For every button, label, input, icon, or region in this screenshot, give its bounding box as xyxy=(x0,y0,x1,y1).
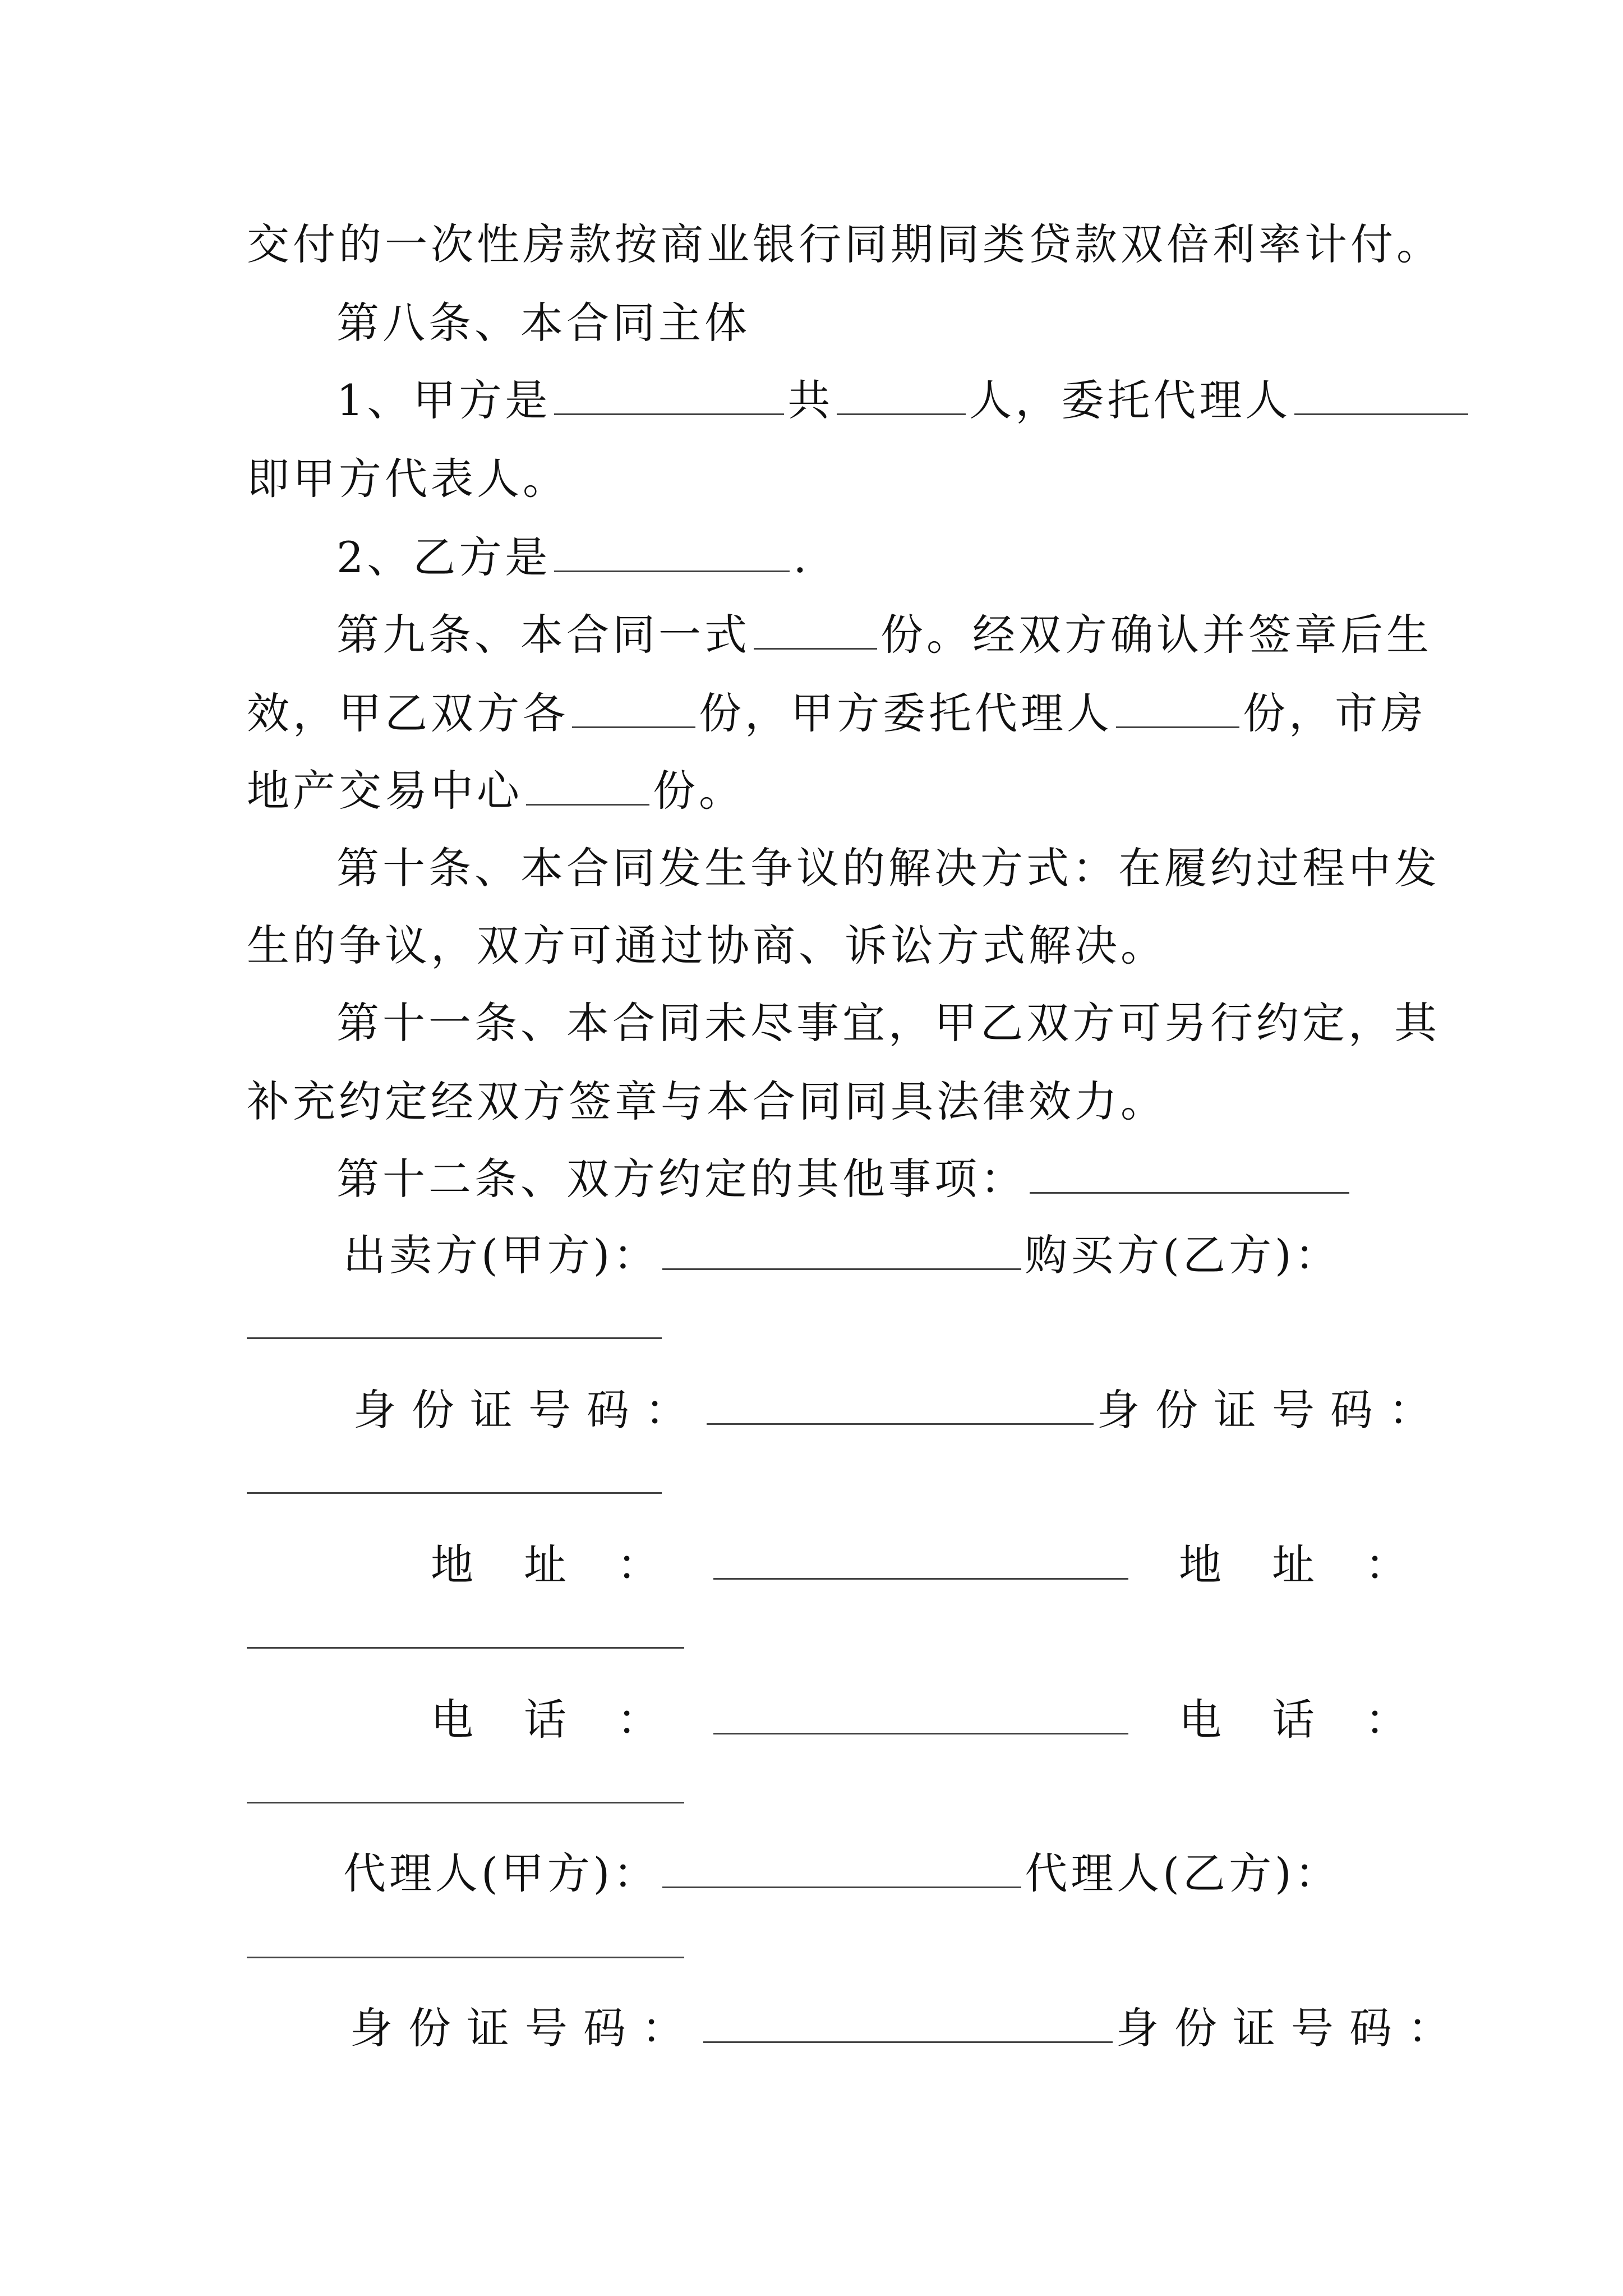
phone-label-a: 电话： xyxy=(431,1695,710,1745)
agent-row xyxy=(343,1848,1341,1898)
agent-id-a-blank[interactable] xyxy=(703,2041,1113,2043)
other-matters-blank[interactable] xyxy=(1030,1191,1349,1194)
copies-total-blank[interactable] xyxy=(754,647,877,650)
phone-row xyxy=(431,1695,1458,1745)
article-8-title xyxy=(336,298,750,348)
article-8-item-1-cont xyxy=(247,454,569,504)
id-row-2 xyxy=(350,2003,1466,2053)
address-label-b: 地址： xyxy=(1179,1540,1458,1590)
text: 第十条、本合同发生争议的解决方式：在履约过程中发 xyxy=(336,843,1440,893)
id-label-b: 身份证号码： xyxy=(1097,1385,1447,1435)
party-a-name-blank[interactable] xyxy=(554,413,784,415)
text: 效，甲乙双方各 xyxy=(247,688,569,738)
text: 第九条、本合同一式 xyxy=(336,610,750,660)
article-10-line-2 xyxy=(247,921,1166,970)
phone-label-b: 电话： xyxy=(1179,1695,1458,1745)
text: 2、乙方是 xyxy=(336,532,551,582)
copies-agent-blank[interactable] xyxy=(1116,726,1239,728)
text: 第八条、本合同主体 xyxy=(336,298,750,348)
text: 第十一条、本合同未尽事宜，甲乙双方可另行约定，其 xyxy=(336,998,1440,1048)
article-8-item-1 xyxy=(336,375,1472,425)
text: . xyxy=(793,532,810,582)
copies-center-blank[interactable] xyxy=(526,803,649,806)
party-b-name-blank[interactable] xyxy=(554,570,790,572)
article-9-line-3 xyxy=(247,766,745,816)
text: 交付的一次性房款按商业银行同期同类贷款双倍利率计付。 xyxy=(247,219,1442,269)
agent-a-label: 代理人(甲方)： xyxy=(343,1848,660,1898)
article-8-item-2 xyxy=(336,532,810,582)
article-10-line-1 xyxy=(336,843,1440,893)
text: 份。 xyxy=(653,766,745,816)
text: 份，市房 xyxy=(1243,688,1427,738)
article-12 xyxy=(336,1154,1353,1204)
id-label-a: 身份证号码： xyxy=(353,1385,703,1435)
text: 份，甲方委托代理人 xyxy=(699,688,1113,738)
seller-label: 出卖方(甲方)： xyxy=(343,1230,660,1280)
agent-b-blank[interactable] xyxy=(247,1957,684,1958)
text: 第十二条、双方约定的其他事项： xyxy=(336,1154,1026,1204)
address-label-a: 地址： xyxy=(431,1540,710,1590)
buyer-label: 购买方(乙方)： xyxy=(1025,1230,1341,1280)
address-a-blank[interactable] xyxy=(713,1577,1128,1580)
article-9-line-2 xyxy=(247,688,1427,738)
copies-each-blank[interactable] xyxy=(572,726,695,728)
agent-a-blank[interactable] xyxy=(662,1886,1021,1888)
agent-id-label-b: 身份证号码： xyxy=(1116,2003,1466,2053)
seller-blank[interactable] xyxy=(662,1268,1021,1270)
address-b-blank[interactable] xyxy=(247,1647,684,1649)
id-a-blank[interactable] xyxy=(707,1423,1094,1425)
text: 地产交易中心 xyxy=(247,766,523,816)
address-row xyxy=(431,1540,1458,1590)
text: 即甲方代表人。 xyxy=(247,454,569,504)
text: 共 xyxy=(787,375,834,425)
article-9-line-1 xyxy=(336,610,1432,660)
id-row-1 xyxy=(353,1385,1447,1435)
agent-id-label-a: 身份证号码： xyxy=(350,2003,700,2053)
phone-a-blank[interactable] xyxy=(713,1732,1128,1734)
agent-blank[interactable] xyxy=(1294,413,1468,415)
text: 人，委托代理人 xyxy=(969,375,1292,425)
phone-b-blank[interactable] xyxy=(247,1802,684,1803)
buyer-blank[interactable] xyxy=(247,1337,662,1339)
text: 生的争议，双方可通过协商、诉讼方式解决。 xyxy=(247,921,1166,970)
text: 补充约定经双方签章与本合同同具法律效力。 xyxy=(247,1076,1166,1126)
seller-row xyxy=(343,1230,1341,1280)
paragraph-line xyxy=(247,219,1442,269)
id-b-blank[interactable] xyxy=(247,1492,662,1494)
party-a-count-blank[interactable] xyxy=(837,413,966,415)
article-11-line-2 xyxy=(247,1076,1166,1126)
agent-b-label: 代理人(乙方)： xyxy=(1025,1848,1341,1898)
article-11-line-1 xyxy=(336,998,1440,1048)
text: 份。经双方确认并签章后生 xyxy=(880,610,1432,660)
text: 1、甲方是 xyxy=(336,375,551,425)
